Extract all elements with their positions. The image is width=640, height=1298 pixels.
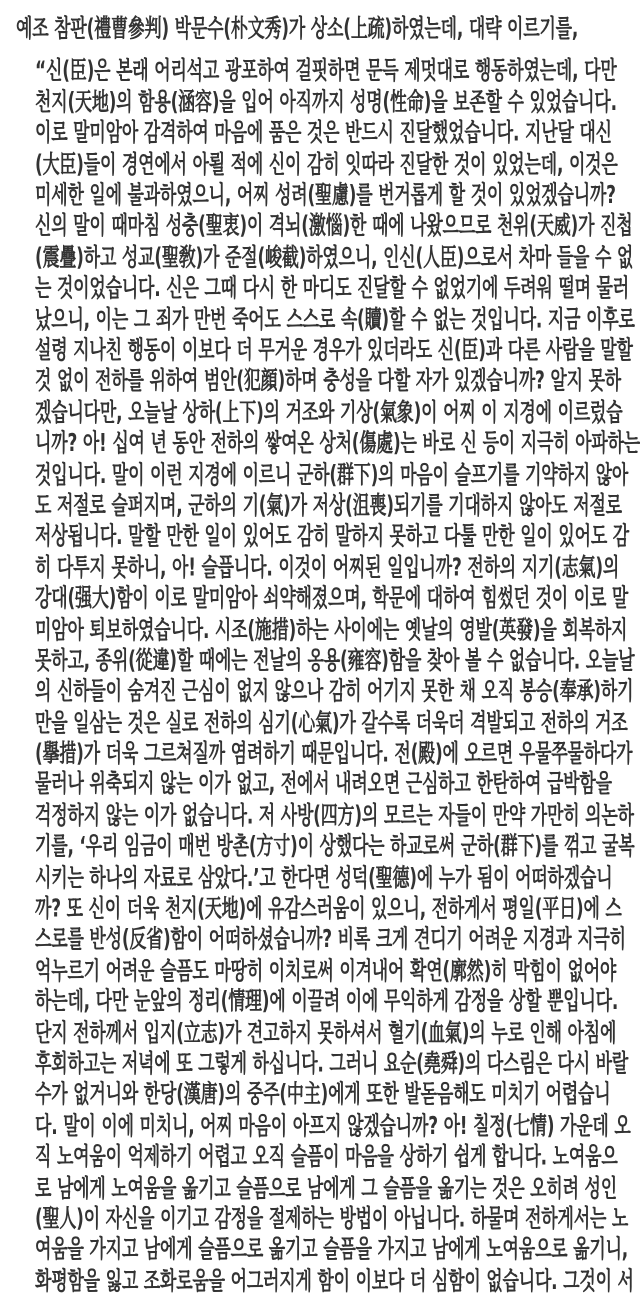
text-line: 직 노여움이 억제하기 어렵고 오직 슬픔이 마음을 상하기 쉽게 합니다. 노여움으 <box>35 1142 618 1172</box>
text-line: “신(臣)은 본래 어리석고 광포하여 걸핏하면 문득 제멋대로 행동하였는데, 다만 <box>35 57 617 87</box>
memorial-quote-paragraph <box>35 57 640 1298</box>
text-line: 기를, ‘우리 임금이 매번 방촌(方寸)이 상했다는 하교로써 군하(群下)를 꺾고 굴복 <box>35 832 635 862</box>
text-line: 신의 말이 때마침 성충(聖衷)이 격뇌(激惱)한 때에 나왔으므로 천위(天威)가 진첩 <box>35 212 633 242</box>
text-line: 시키는 하나의 자료로 삼았다.’고 한다면 성덕(聖德)에 누가 됨이 어떠하겠습니 <box>35 863 613 893</box>
text-line: 만을 일삼는 것은 실로 전하의 심기(心氣)가 갈수록 더욱더 격발되고 전하의 거조 <box>35 708 628 738</box>
text-line: 못하고, 종위(從違)할 때에는 전날의 옹용(雍容)함을 찾아 볼 수 없습니다. 오늘날 <box>35 646 635 676</box>
text-line: 는 것이었습니다. 신은 그때 다시 한 마디도 진달할 수 없었기에 두려워 떨며 물러 <box>35 274 629 304</box>
text-line: 설령 지나친 행동이 이보다 더 무거운 경우가 있더라도 신(臣)과 다른 사람을 말할 <box>35 336 633 366</box>
text-line: 여움을 가지고 남에게 슬픔으로 옮기고 슬픔을 가지고 남에게 노여움으로 옮기니, <box>35 1235 629 1265</box>
text-line: 수가 없거니와 한당(漢唐)의 중주(中主)에게 또한 발돋음해도 미치기 어렵습니 <box>35 1080 611 1110</box>
text-line: 억누르기 어려운 슬픔도 마땅히 이치로써 이겨내어 확연(廓然)히 막힘이 없어야 <box>35 956 617 986</box>
text-line: 까? 또 신이 더욱 천지(天地)에 유감스러움이 있으니, 전하게서 평일(平日)에 스 <box>35 894 622 924</box>
text-line: 천지(天地)의 함용(涵容)을 입어 아직까지 성명(性命)을 보존할 수 있었습니다. <box>35 88 617 118</box>
text-line: 다. 말이 이에 미치니, 어찌 마음이 아프지 않겠습니까? 아! 칠정(七情) 가운데 오 <box>35 1111 631 1141</box>
text-line: 미암아 퇴보하였습니다. 시조(施措)하는 사이에는 옛날의 영발(英發)을 회복하지 <box>35 615 628 645</box>
text-line: 후회하고는 저녁에 또 그렇게 하십니다. 그러니 요순(堯舜)의 다스림은 다시 바랄 <box>35 1049 629 1079</box>
text-line: 이로 말미암아 감격하여 마음에 품은 것은 반드시 진달했었습니다. 지난달 대신 <box>35 119 612 149</box>
text-line: 것 없이 전하를 위하여 범안(犯顔)하며 충성을 다할 자가 있겠습니까? 알지 못하 <box>35 367 622 397</box>
text-line: (擧措)가 더욱 그르쳐질까 염려하기 때문입니다. 전(殿)에 오르면 우물쭈물하다가 <box>35 739 633 769</box>
text-line: 의 신하들이 숨겨진 근심이 없지 않으나 감히 어기지 못한 채 오직 봉승(奉承)하기 <box>35 677 634 707</box>
text-line: (震疊)하고 성교(聖敎)가 준절(峻截)하였으니, 인신(人臣)으로서 차마 들을 수 없 <box>35 243 634 273</box>
text-line: 미세한 일에 불과하였으니, 어찌 성려(聖慮)를 번거롭게 할 것이 있었겠습니까? <box>35 181 616 211</box>
text-line: 로 남에게 노여움을 옮기고 슬픔으로 남에게 그 슬픔을 옮기는 것은 오히려 성인 <box>35 1173 618 1203</box>
text-line: 니까? 아! 십여 년 동안 전하의 쌓여온 상처(傷處)는 바로 신 등이 지극히 아파하는 <box>35 429 640 459</box>
text-line: 났으니, 이는 그 죄가 만번 죽어도 스스로 속(贖)할 수 없는 것입니다. 지금 이후로 <box>35 305 635 335</box>
text-line: 저상됩니다. 말할 만한 일이 있어도 감히 말하지 못하고 다툴 만한 일이 있어도 감 <box>35 522 629 552</box>
text-line: 물러나 위축되지 않는 이가 없고, 전에서 내려오면 근심하고 한탄하여 급박함을 <box>35 770 612 800</box>
text-line: (大臣)들이 경연에서 아뢸 적에 신이 감히 잇따라 진달한 것이 있었는데, 이것은 <box>35 150 618 180</box>
text-line: 화평함을 잃고 조화로움을 어그러지게 함이 이보다 더 심함이 없습니다. 그것이 서 <box>35 1266 634 1296</box>
text-line: 단지 전하께서 입지(立志)가 견고하지 못하셔서 혈기(血氣)의 누로 인해 아침에 <box>35 1018 617 1048</box>
text-line: 스로를 반성(反省)함이 어떠하셨습니까? 비록 크게 견디기 어려운 지경과 지극히 <box>35 925 626 955</box>
text-line: 걱정하지 않는 이가 없습니다. 저 사방(四方)의 모르는 자들이 만약 가만히 의논하 <box>35 801 634 831</box>
text-line: 하는데, 다만 눈앞의 정리(情理)에 이끌려 이에 무익하게 감정을 상할 뿐입니다. <box>35 987 619 1017</box>
intro-line: 예조 참판(禮曹參判) 박문수(朴文秀)가 상소(上疏)하였는데, 대략 이르기를, <box>16 13 579 43</box>
text-line: 도 저절로 슬퍼지며, 군하의 기(氣)가 저상(沮喪)되기를 기대하지 않아도 저절로 <box>35 491 622 521</box>
text-line: (聖人)이 자신을 이기고 감정을 절제하는 방법이 아닙니다. 하물며 전하게서는 노 <box>35 1204 629 1234</box>
text-line: 강대(强大)함이 이로 말미암아 쇠약해졌으며, 학문에 대하여 힘썼던 것이 이로 말 <box>35 584 629 614</box>
text-line: 겠습니다만, 오늘날 상하(上下)의 거조와 기상(氣象)이 어찌 이 지경에 이르렀습 <box>35 398 623 428</box>
text-line: 히 다투지 못하니, 아! 슬픕니다. 이것이 어찌된 일입니까? 전하의 지기(志氣)의 <box>35 553 620 583</box>
text-line: 것입니다. 말이 이런 지경에 이르니 군하(群下)의 마음이 슬프기를 기약하지 않아 <box>35 460 629 490</box>
